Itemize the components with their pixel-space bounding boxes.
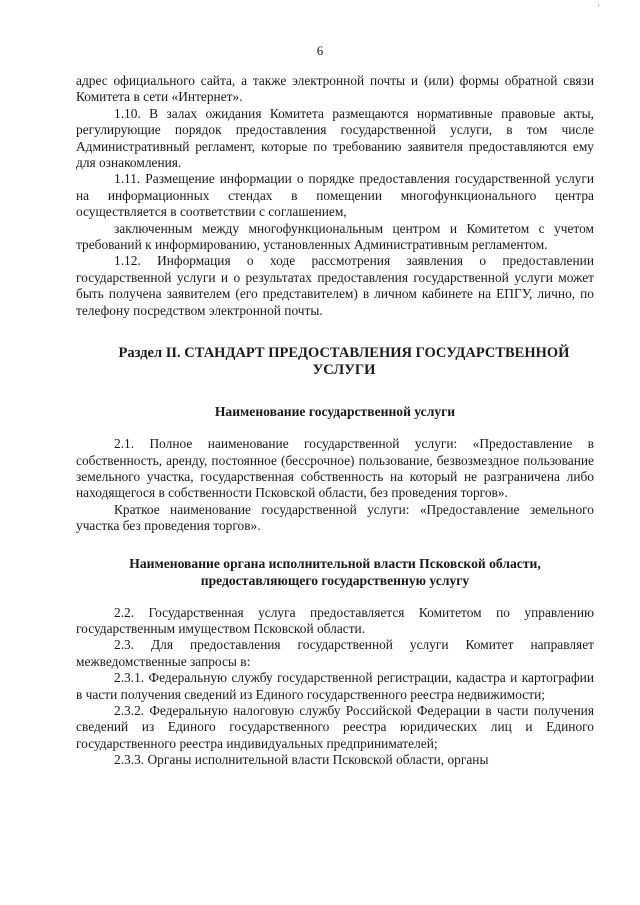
section-title: Раздел II. СТАНДАРТ ПРЕДОСТАВЛЕНИЯ ГОСУДАРСТВЕННОЙ УСЛУГИ bbox=[118, 345, 570, 379]
page-body bbox=[76, 73, 594, 769]
paragraph: адрес официального сайта, а также электронной почты и (или) формы обратной связи Комитета в сети «Интернет». bbox=[76, 73, 594, 105]
paragraph: 1.12. Информация о ходе рассмотрения заявления о предоставлении государственной услуги и о результатах предоставления государственной услуги может быть получена заявителем (его представителем) в личном кабинете на ЕПГУ, лично, по телефону посредством электронной почты. bbox=[76, 253, 594, 318]
subsection-title: Наименование государственной услуги bbox=[214, 404, 456, 420]
paragraph: 2.3. Для предоставления государственной услуги Комитет направляет межведомственные запросы в: bbox=[76, 637, 594, 669]
paragraph: Краткое наименование государственной услуги: «Предоставление земельного участка без проведения торгов». bbox=[76, 501, 594, 534]
paragraph: 1.11. Размещение информации о порядке предоставления государственной услуги на информационных стендах в помещении многофункционального центра осуществляется в соответствии с соглашением, bbox=[76, 171, 594, 220]
paragraph: 2.1. Полное наименование государственной услуги: «Предоставление в собственность, аренду, постоянное (бессрочное) пользование, безвозмездное пользование земельного участка, государственная собственность на который не разграничена либо находящегося в собственности Псковской области, без проведения торгов». bbox=[76, 436, 594, 501]
paragraph: 1.10. В залах ожидания Комитета размещаются нормативные правовые акты, регулирующие порядок предоставления государственной услуги, в том числе Административный регламент, которые по требованию заявителя предоставляются ему для ознакомления. bbox=[76, 105, 594, 171]
page-number: 6 bbox=[316, 43, 324, 58]
paragraph: 2.2. Государственная услуга предоставляется Комитетом по управлению государственным имуществом Псковской области. bbox=[76, 604, 594, 636]
corner-mark: ' bbox=[598, 3, 600, 13]
paragraph: 2.3.1. Федеральную службу государственной регистрации, кадастра и картографии в части получения сведений из Единого государственного реестра недвижимости; bbox=[76, 670, 594, 702]
subsection-title: Наименование органа исполнительной власти Псковской области, предоставляющего государственную услугу bbox=[129, 555, 541, 588]
paragraph: 2.3.3. Органы исполнительной власти Псковской области, органы bbox=[114, 752, 489, 768]
paragraph: заключенным между многофункциональным центром и Комитетом с учетом требований к информированию, установленных Административным регламентом. bbox=[76, 220, 594, 253]
paragraph: 2.3.2. Федеральную налоговую службу Российской Федерации в части получения сведений из Единого государственного реестра юридических лиц и Единого государственного реестра индивидуальных предпринимателей; bbox=[76, 702, 594, 751]
